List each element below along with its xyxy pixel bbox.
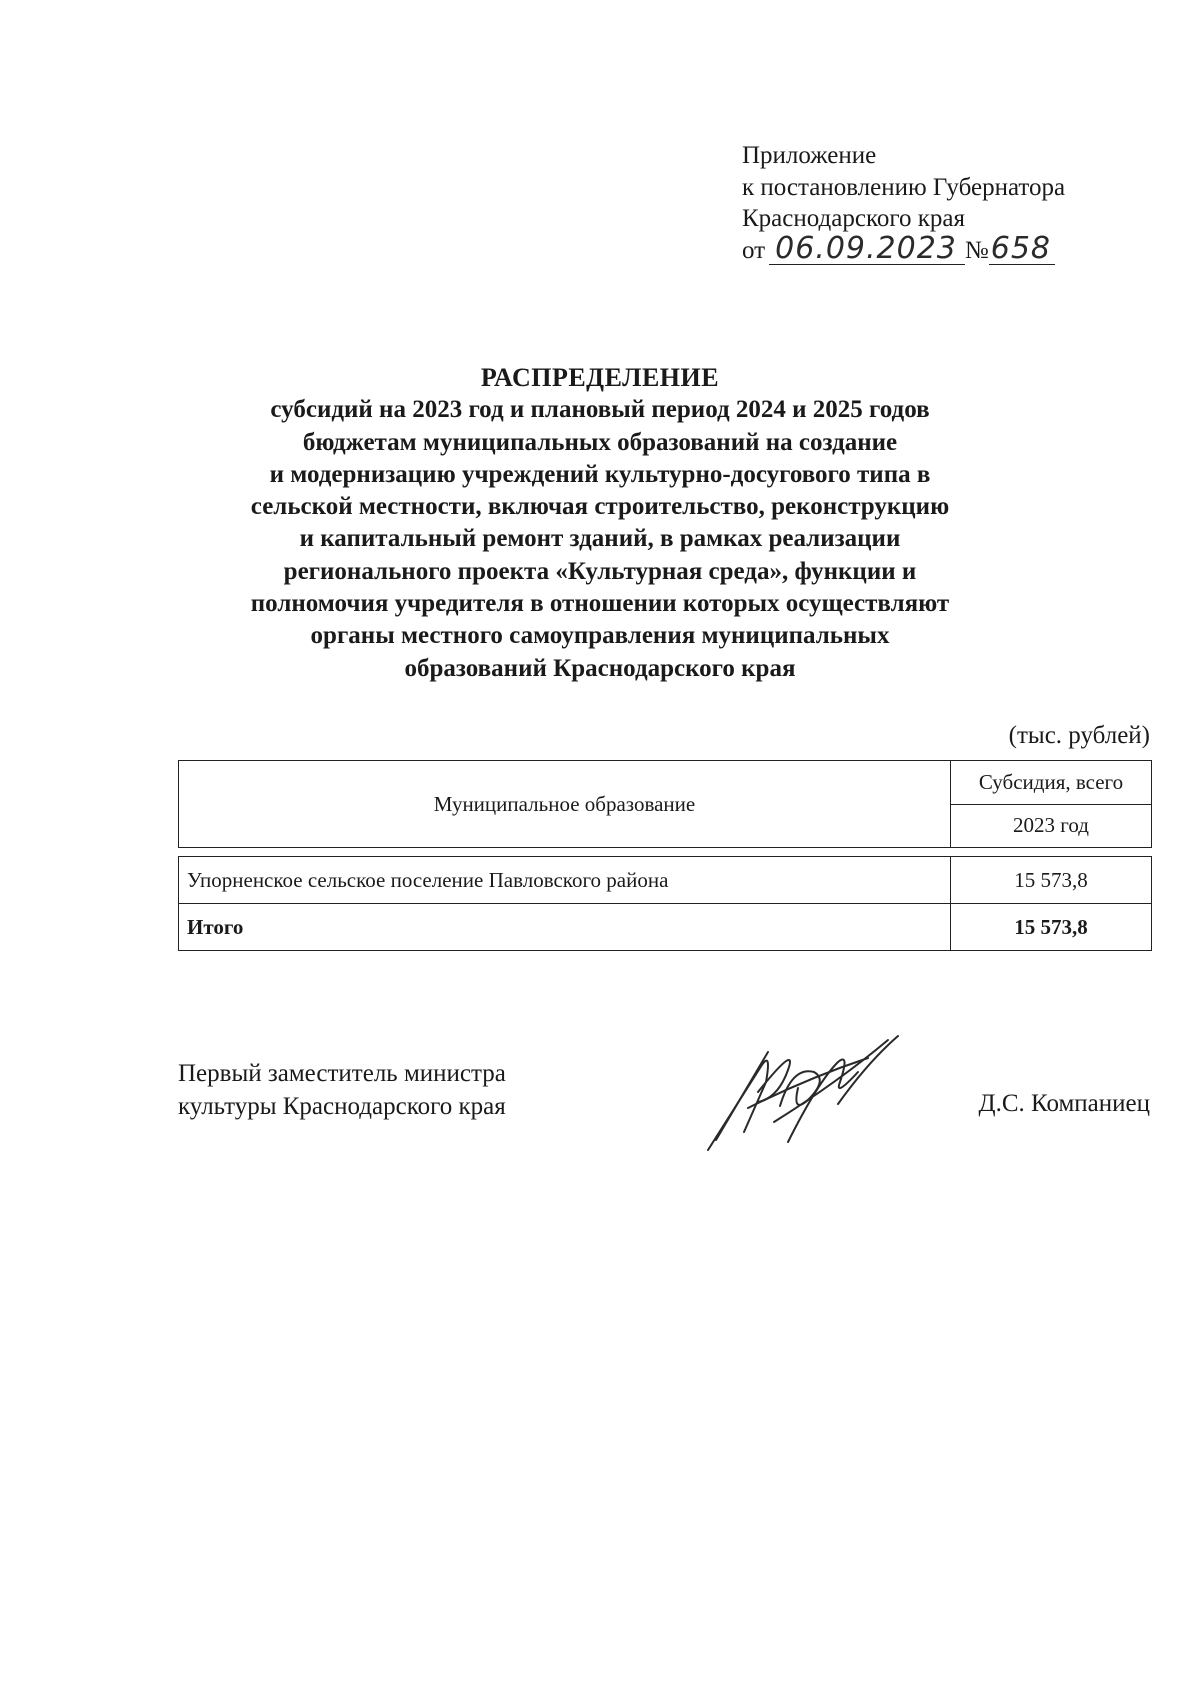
cell-value: 15 573,8 [951, 857, 1152, 904]
position-line-2: культуры Краснодарского края [178, 1093, 506, 1120]
header-year: 2023 год [951, 804, 1152, 848]
handwritten-signature [688, 1022, 918, 1162]
number-prefix: № [964, 236, 989, 264]
appendix-line-3: Краснодарского края [742, 205, 965, 232]
header-subsidy-total: Субсидия, всего [951, 761, 1152, 805]
distribution-table [178, 760, 1152, 951]
title-line: субсидий на 2023 год и плановый период 2024 и 2025 годов [270, 396, 930, 424]
title-line: бюджетам муниципальных образований на создание [302, 428, 898, 456]
number-field [989, 230, 1055, 266]
title-line: полномочия учредителя в отношении которых осуществляют [250, 590, 950, 618]
table-spacer [179, 848, 1152, 857]
title-line: и капитальный ремонт зданий, в рамках реализации [299, 525, 901, 553]
signatory-name: Д.С. Компаниец [978, 1090, 1150, 1117]
title-line: и модернизацию учреждений культурно-досугового типа в [269, 460, 931, 488]
title-line: образований Краснодарского края [404, 654, 796, 682]
handwritten-number: 658 [990, 230, 1052, 266]
table-total-row [179, 904, 1152, 951]
handwritten-date: 06.09.2023 [775, 230, 957, 266]
date-field [769, 230, 965, 266]
document-title [200, 362, 1000, 685]
cell-municipality: Упорненское сельское поселение Павловского района [179, 857, 951, 904]
total-label: Итого [179, 904, 951, 951]
title-line: органы местного самоуправления муниципальных [310, 622, 890, 650]
table-header-row [179, 761, 1152, 805]
signatory-position [178, 1057, 506, 1123]
units-label: (тыс. рублей) [1008, 722, 1150, 749]
appendix-block [742, 140, 1065, 266]
header-municipality: Муниципальное образование [179, 761, 951, 848]
appendix-date-line [742, 230, 1065, 267]
appendix-line-1: Приложение [742, 142, 877, 169]
title-line: регионального проекта «Культурная среда», функции и [283, 557, 917, 585]
total-value: 15 573,8 [951, 904, 1152, 951]
table-row [179, 857, 1152, 904]
appendix-line-2: к постановлению Губернатора [742, 173, 1066, 201]
title-line: сельской местности, включая строительство, реконструкцию [250, 493, 950, 521]
position-line-1: Первый заместитель министра [178, 1060, 506, 1087]
title-heading: РАСПРЕДЕЛЕНИЕ [480, 363, 720, 392]
date-prefix: от [742, 236, 766, 264]
